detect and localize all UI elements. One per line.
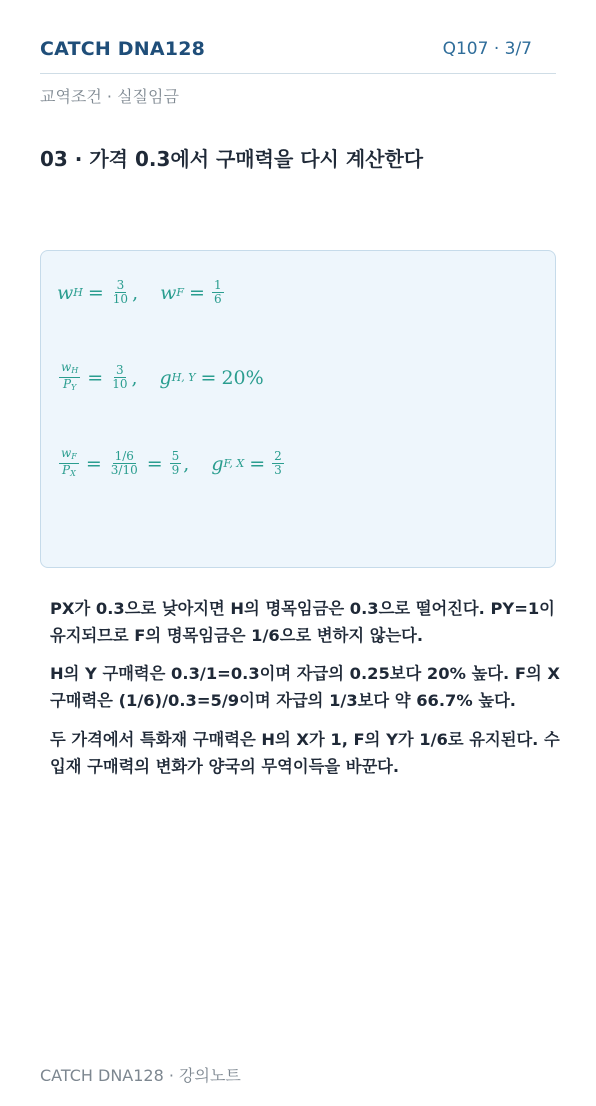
g-h-value: 20% — [221, 366, 264, 389]
formula-h-purchasing: $\frac{w_H}{P_Y}$ = $\frac{3}{10}$ , g H, Y = 20% — [61, 360, 264, 392]
subject-label: 교역조건 · 실질임금 — [40, 87, 179, 106]
formula-wages: w H = $\frac{3}{10}$ , w F = $\frac{1}{6}$ — [57, 278, 222, 306]
section-title: 03 · 가격 0.3에서 구매력을 다시 계산한다 — [40, 147, 424, 171]
page-footer: CATCH DNA128 · 강의노트 — [40, 1066, 241, 1085]
g-h-label: H, Y — [171, 371, 196, 384]
formula-box — [40, 250, 556, 568]
wF-fraction: $\frac{1}{6}$ — [213, 278, 222, 306]
explanation-paragraph-2: H의 Y 구매력은 0.3/1=0.3이며 자급의 0.25보다 20% 높다. F의 X 구매력은 (1/6)/0.3=5/9이며 자급의 1/3보다 약 66.7% 높다. — [50, 664, 560, 710]
page-header — [40, 36, 556, 74]
question-counter: Q107 · 3/7 — [442, 39, 532, 59]
explanation-paragraph-1: PX가 0.3으로 낮아지면 H의 명목임금은 0.3으로 떨어진다. PY=1이 유지되므로 F의 명목임금은 1/6으로 변하지 않는다. — [50, 599, 555, 645]
g-f-label: F, X — [223, 457, 245, 470]
formula-f-purchasing: $\frac{w_F}{P_X}$ = $\frac{1/6}{3/10}$ = $\frac{5}{9}$ , g F, X = $\frac{2}{3}$ — [61, 446, 282, 478]
brand-title: CATCH DNA128 — [40, 38, 206, 60]
explanation-paragraph-3: 두 가격에서 특화재 구매력은 H의 X가 1, F의 Y가 1/6로 유지된다. 수입재 구매력의 변화가 양국의 무역이득을 바꾼다. — [50, 730, 560, 776]
wH-fraction: $\frac{3}{10}$ — [112, 278, 129, 306]
